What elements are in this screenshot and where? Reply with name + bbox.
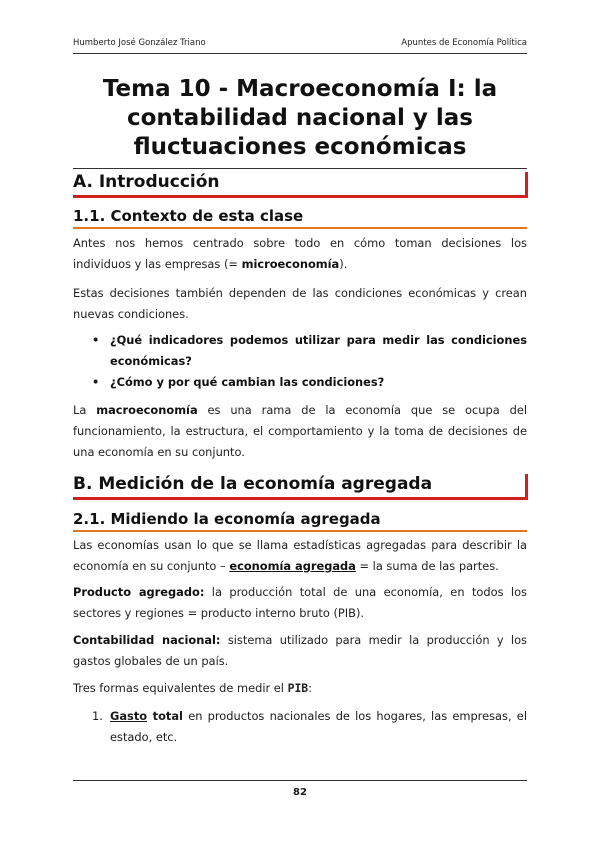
list-item: • ¿Qué indicadores podemos utilizar para medir las condiciones económicas? <box>92 330 527 372</box>
section-heading-a: A. Introducción <box>73 172 527 198</box>
bullet-icon: • <box>92 333 100 347</box>
subsection-heading-2-1: 2.1. Midiendo la economía agregada <box>73 510 527 532</box>
term-economia-agregada: economía agregada <box>229 559 356 573</box>
question-list <box>92 330 527 393</box>
list-item: 1. Gasto total en productos nacionales de los hogares, las empresas, el estado, etc. <box>92 709 527 744</box>
paragraph-macroeconomia: La macroeconomía es una rama de la economía que se ocupa del funcionamiento, la estructura, el comportamiento y la toma de decisiones de una economía en su conjunto. <box>73 403 527 459</box>
subsection-heading-1-1: 1.1. Contexto de esta clase <box>73 207 527 229</box>
paragraph-three-ways: Tres formas equivalentes de medir el PIB: <box>73 681 313 695</box>
term-macroeconomia: macroeconomía <box>96 403 198 417</box>
term-microeconomia: microeconomía <box>241 257 340 271</box>
section-heading-b: B. Medición de la economía agregada <box>73 474 527 500</box>
term-contabilidad-nacional: Contabilidad nacional: <box>73 633 221 647</box>
list-item: • ¿Cómo y por qué cambian las condiciones? <box>92 372 527 393</box>
term-pib: PIB <box>287 681 309 695</box>
paragraph-context: Antes nos hemos centrado sobre todo en cómo toman decisiones los individuos y las empresas (= microeconomía). <box>73 236 527 271</box>
page-header <box>73 38 527 54</box>
paragraph-national-accounting: Contabilidad nacional: sistema utilizado para medir la producción y los gastos globales de un país. <box>73 633 527 668</box>
paragraph-aggregate-stats: Las economías usan lo que se llama estadísticas agregadas para describir la economía en su conjunto – economía agregada = la suma de las partes. <box>73 538 527 573</box>
bullet-icon: • <box>92 375 100 389</box>
term-producto-agregado: Producto agregado: <box>73 585 205 599</box>
paragraph-decisions: Estas decisiones también dependen de las condiciones económicas y crean nuevas condiciones. <box>73 286 527 321</box>
document-title: Tema 10 - Macroeconomía I: la contabilidad nacional y las fluctuaciones económicas <box>73 75 527 169</box>
numbered-list <box>92 706 527 748</box>
page-number: 82 <box>73 780 527 798</box>
header-author: Humberto José González Triano <box>73 38 206 48</box>
paragraph-aggregate-product: Producto agregado: la producción total de una economía, en todos los sectores y regiones = producto interno bruto (PIB). <box>73 585 527 620</box>
header-subject: Apuntes de Economía Política <box>401 38 527 48</box>
